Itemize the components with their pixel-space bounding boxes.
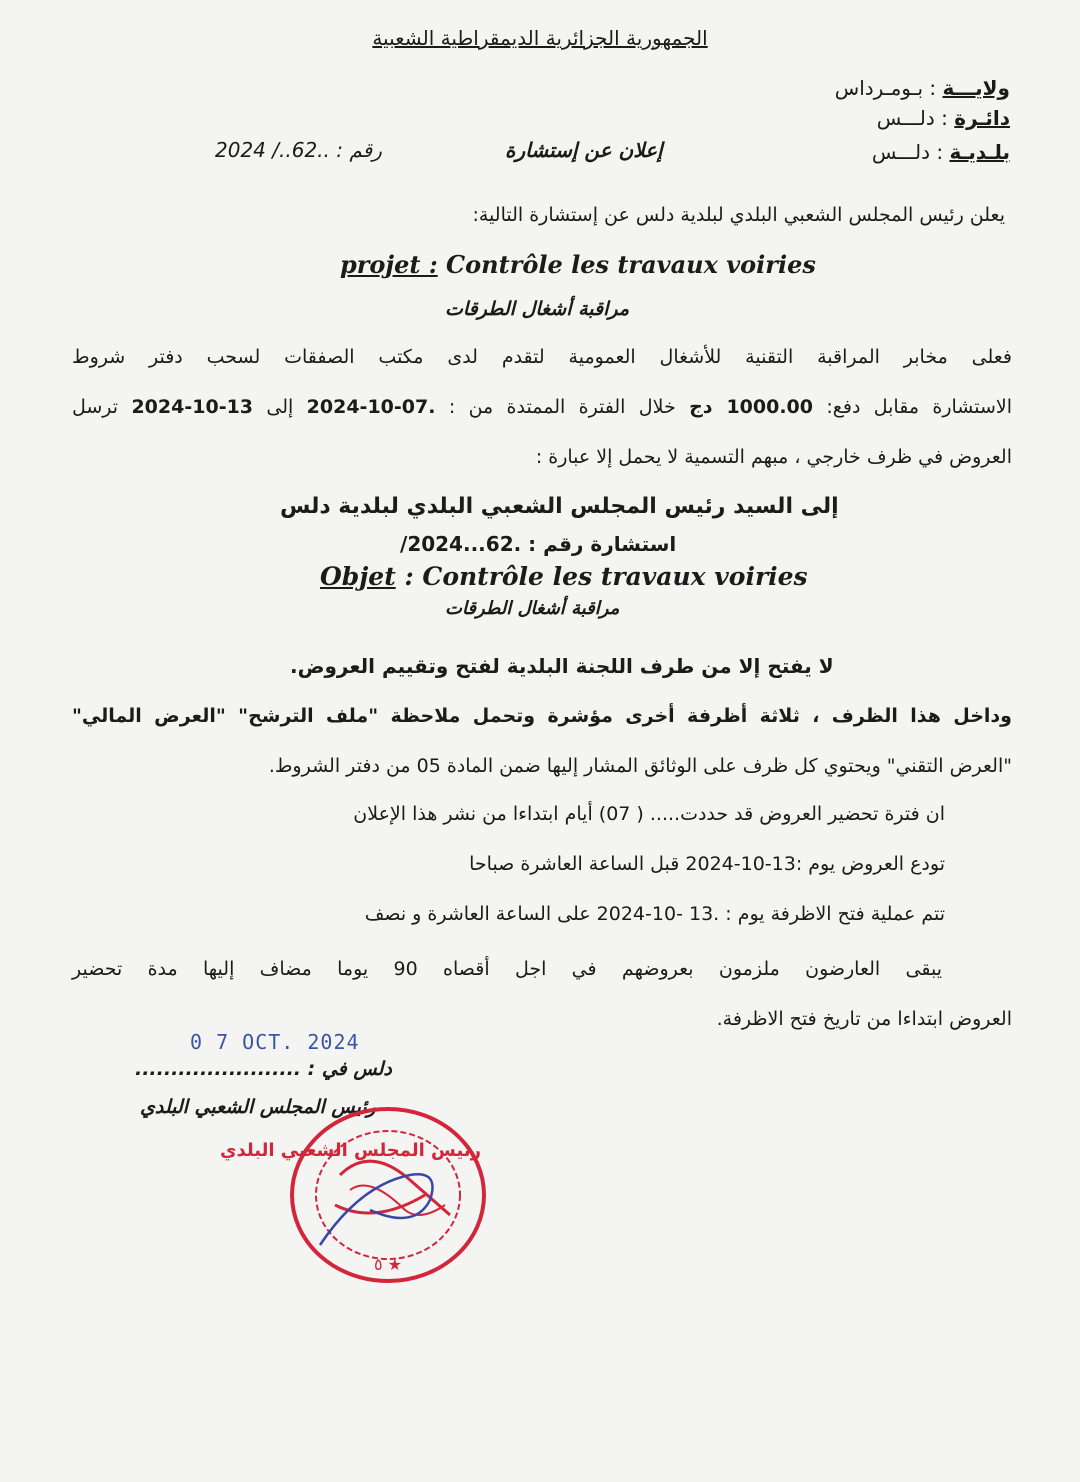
body-text: الاستشارة مقابل دفع:: [826, 396, 1012, 418]
validity-line-1: يبقى العارضون ملزمون بعروضهم في اجل أقصاه 90 يوما مضاف إليها مدة تحضير: [72, 958, 943, 980]
body-text: إلى: [266, 396, 294, 418]
official-seal: [280, 1105, 495, 1290]
daira-value: دلـــس: [876, 106, 935, 130]
start-date: .07-10-2024: [306, 396, 436, 418]
received-date-stamp: 0 7 OCT. 2024: [190, 1030, 360, 1054]
preparation-period: ان فترة تحضير العروض قد حددت..... ( 07) أيام ابتداءا من نشر هذا الإعلان: [353, 803, 945, 825]
end-date: 13-10-2024: [131, 396, 254, 418]
colon: :: [941, 106, 948, 130]
wilaya-value: بـومـرداس: [834, 76, 924, 100]
baladia-label: بلـديـة: [949, 140, 1010, 164]
inner-envelopes-line-2: "العرض التقني" ويحتوي كل ظرف على الوثائق المشار إليها ضمن المادة 05 من دفتر الشروط.: [268, 755, 1012, 777]
wilaya-label: ولايـــة: [942, 76, 1010, 100]
body-line-2: [72, 396, 1012, 418]
colon: :: [936, 140, 944, 164]
project-heading: [340, 250, 816, 279]
baladia-value: دلـــس: [871, 140, 930, 164]
daira-label: دائـرة: [954, 106, 1010, 130]
signatory-title: رئيس المجلس الشعبي البلدي: [140, 1096, 376, 1118]
opening-date: تتم عملية فتح الاظرفة يوم : .13 -10-2024 على الساعة العاشرة و نصف: [364, 903, 945, 925]
republic-title: الجمهورية الجزائرية الديمقراطية الشعبية: [372, 26, 708, 50]
objet-title: : Contrôle les travaux voiries: [404, 562, 808, 591]
do-not-open-notice: لا يفتح إلا من طرف اللجنة البلدية لفتح وتقييم العروض.: [290, 654, 834, 678]
project-arabic: مراقبة أشغال الطرقات: [445, 298, 630, 320]
envelope-recipient: إلى السيد رئيس المجلس الشعبي البلدي لبلدية دلس: [280, 494, 839, 519]
objet-label: Objet: [320, 562, 396, 591]
envelope-objet: [320, 562, 808, 591]
envelope-arabic: مراقبة أشغال الطرقات: [445, 598, 620, 619]
wilaya-line: [835, 76, 1010, 100]
body-text: ترسل: [72, 396, 119, 418]
body-text: خلال الفترة الممتدة من :: [448, 396, 676, 418]
project-label: projet :: [340, 250, 438, 279]
daira-line: [877, 106, 1010, 130]
body-line-1: فعلى مخابر المراقبة التقنية للأشغال العمومية لتقدم لدى مكتب الصفقات لسحب دفتر شروط: [72, 346, 1012, 368]
place-and-date: دلس في : .......................: [135, 1058, 392, 1080]
body-line-3: العروض في ظرف خارجي ، مبهم التسمية لا يحمل إلا عبارة :: [535, 446, 1012, 468]
baladia-line: [872, 140, 1010, 164]
envelope-consultation-number: استشارة رقم : .62...2024/: [400, 532, 677, 556]
inner-envelopes-line-1: وداخل هذا الظرف ، ثلاثة أظرفة أخرى مؤشرة وتحمل ملاحظة "ملف الترشح" "العرض المالي": [72, 705, 1012, 727]
announcement-number: رقم : ..62../ 2024: [215, 138, 382, 162]
project-title: Contrôle les travaux voiries: [446, 250, 816, 279]
svg-text:٥ ★: ٥ ★: [373, 1255, 403, 1274]
intro-text: يعلن رئيس المجلس الشعبي البلدي لبلدية دلس عن إستشارة التالية:: [472, 204, 1005, 226]
validity-line-2: العروض ابتداءا من تاريخ فتح الاظرفة.: [716, 1008, 1012, 1030]
announcement-title: إعلان عن إستشارة: [505, 138, 663, 162]
deposit-date: تودع العروض يوم :13-10-2024 قبل الساعة العاشرة صباحا: [469, 853, 945, 875]
seal-text: رئيس المجلس الشعبي البلدي: [220, 1140, 481, 1161]
colon: :: [929, 76, 937, 100]
amount: 1000.00 دج: [689, 396, 813, 418]
